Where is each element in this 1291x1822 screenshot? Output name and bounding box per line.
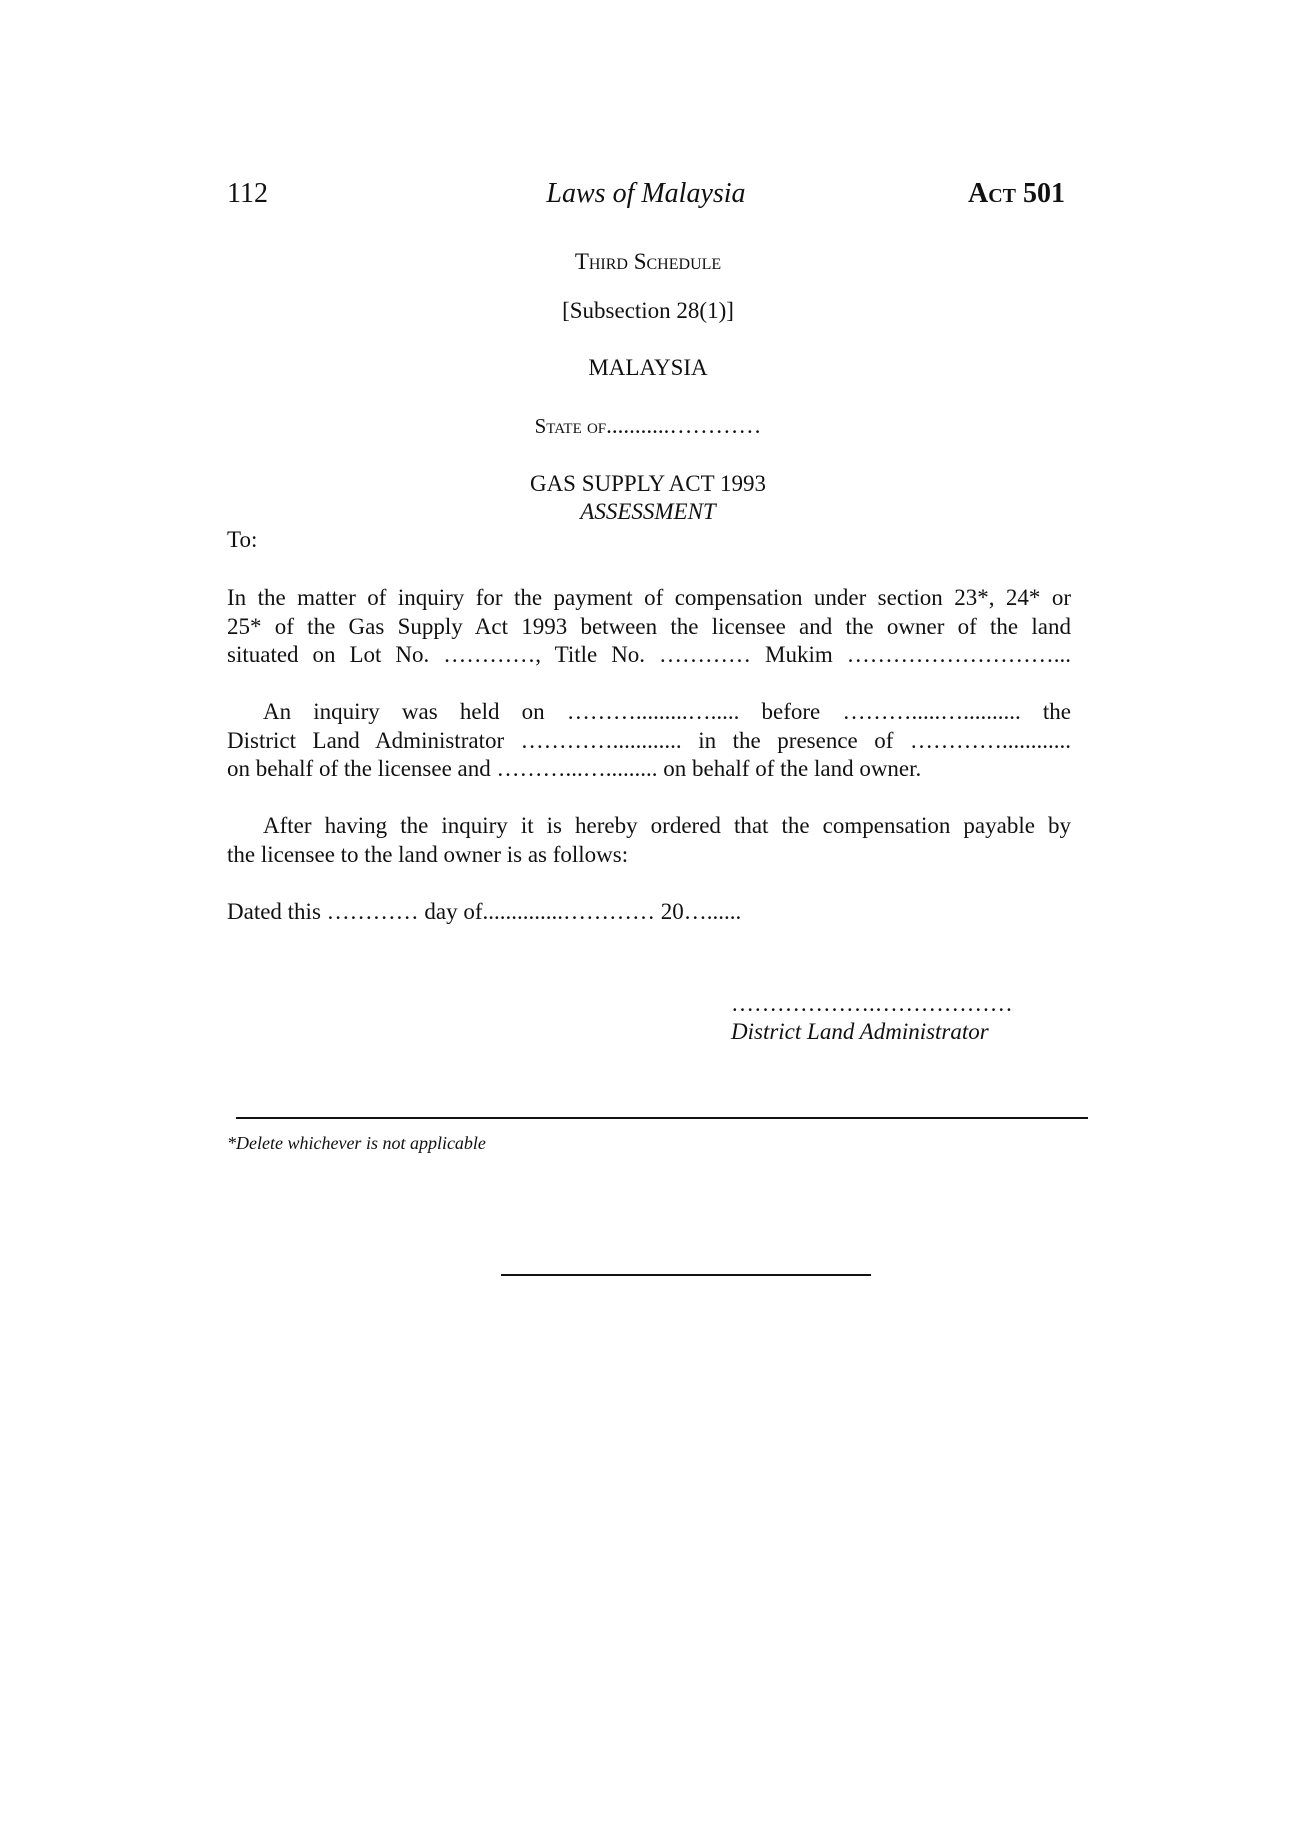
paragraph-line: 25* of the Gas Supply Act 1993 between the licensee and the owner of the land (227, 613, 1071, 639)
paragraph-line: on behalf of the licensee and ………...…......... on behalf of the land owner. (227, 756, 922, 781)
footnote: *Delete whichever is not applicable (227, 1133, 486, 1153)
paragraph-line: An inquiry was held on ……….........…..... before ……….....….......... the (263, 699, 1071, 724)
form-name: ASSESSMENT (580, 499, 716, 524)
paragraph-line: District Land Administrator …………............ in the presence of …………............ (227, 727, 1071, 753)
footnote-rule (236, 1117, 1088, 1119)
act-name: GAS SUPPLY ACT 1993 (529, 471, 767, 496)
schedule-subsection: [Subsection 28(1)] (562, 298, 734, 323)
paragraph-line: the licensee to the land owner is as follows: (227, 841, 629, 867)
paragraph-line: In the matter of inquiry for the payment of compensation under section 23*, 24* or (227, 585, 1071, 610)
paragraph-line: After having the inquiry it is hereby ordered that the compensation payable by (263, 813, 1071, 838)
running-header (227, 178, 1065, 218)
paragraph-matter (227, 584, 1071, 670)
paragraph-inquiry (227, 698, 1071, 784)
publication-title: Laws of Malaysia (546, 178, 746, 209)
country-heading: MALAYSIA (588, 355, 708, 380)
state-label: State of (534, 414, 607, 438)
paragraph-line: situated on Lot No. …………, Title No. ………… Mukim ………………………... (227, 642, 1071, 667)
signature-title: District Land Administrator (731, 1019, 989, 1044)
act-number: Act 501 (967, 178, 1065, 209)
state-dots: ...........………… (606, 413, 762, 438)
page-number: 112 (227, 178, 268, 209)
state-line (227, 412, 1069, 440)
schedule-title: Third Schedule (574, 249, 722, 274)
dated-line: Dated this ………… day of..............………… 20…...... (227, 899, 742, 924)
to-label: To: (227, 527, 258, 552)
signature-dots: ……………….……………… (731, 991, 1013, 1016)
paragraph-order (227, 812, 1071, 869)
end-rule (501, 1274, 871, 1276)
